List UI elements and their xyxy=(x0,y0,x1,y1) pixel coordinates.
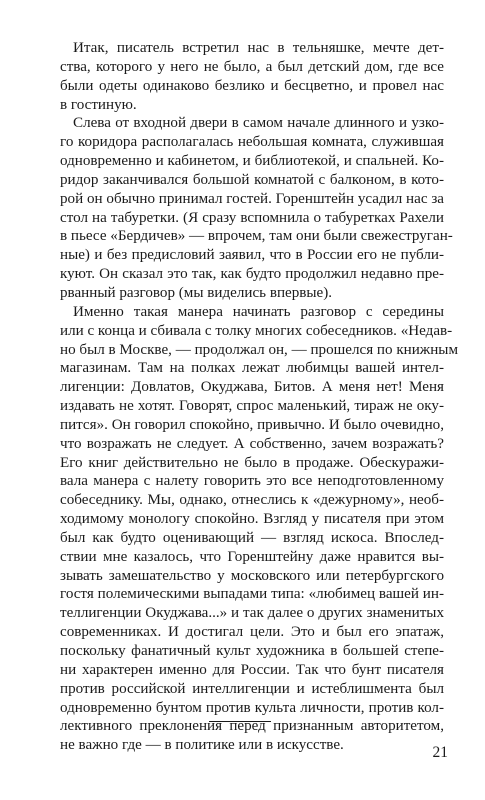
text-line: зывать замешательство у московского или петербургского xyxy=(60,567,444,584)
text-line: лигенции: Довлатов, Окуджава, Битов. А меня нет! Меня xyxy=(60,379,444,396)
paragraph xyxy=(60,114,453,302)
section-divider xyxy=(209,721,271,722)
text-line: Его книг действительно не было в продаже. Обескуражи- xyxy=(60,454,444,471)
text-line: в пьесе «Бердичев» — впрочем, там они были свежеструган- xyxy=(60,228,453,245)
text-line: ходимому монологу спокойно. Взгляд у писателя при этом xyxy=(60,511,444,528)
text-line: не важно где — в политике или в искусстве. xyxy=(60,737,344,754)
text-line: куют. Он сказал это так, как будто продолжил недавно пре- xyxy=(60,266,444,283)
text-line: вала манера с налету говорить это все неподготовленному xyxy=(60,473,444,490)
text-line: против российской интеллигенции и истеблишмента был xyxy=(60,680,444,697)
text-line: Слева от входной двери в самом начале длинного и узко- xyxy=(73,115,444,132)
text-line: собеседнику. Мы, однако, отнеслись к «дежурному», необ- xyxy=(60,492,444,509)
text-line: гостя полемическими выпадами типа: «любимец вашей ин- xyxy=(60,586,444,603)
text-line: ни характерен именно для России. Так что бунт писателя xyxy=(60,661,444,678)
page-number: 21 xyxy=(432,744,448,761)
text-line: Итак, писатель встретил нас в тельняшке, мечте дет- xyxy=(73,40,444,56)
text-line: издавать не хотят. Говорят, спрос маленький, тираж не оку- xyxy=(60,398,444,415)
text-line: современниках. И достигал цели. Это и был его эпатаж, xyxy=(60,624,444,641)
text-line: но был в Москве, — продолжал он, — прошелся по книжным xyxy=(60,341,459,358)
paragraph xyxy=(60,39,444,114)
text-line: го коридора располагалась небольшая комната, служившая xyxy=(60,134,444,151)
text-line: лективного преклонения перед признанным авторитетом, xyxy=(60,718,444,735)
text-line: ствии мне казалось, что Горенштейну даже нравится вы- xyxy=(60,548,444,565)
text-line: магазинам. Там на полках лежат любимцы вашей интел- xyxy=(60,360,444,377)
text-line: что возражать не следует. А собственно, зачем возражать? xyxy=(60,435,444,452)
text-line: пится». Он говорил спокойно, привычно. И было очевидно, xyxy=(60,416,444,433)
text-line: рванный разговор (мы виделись впервые). xyxy=(60,284,333,301)
text-line: одновременно и кабинетом, и библиотекой, и спальней. Ко- xyxy=(60,153,444,170)
text-line: ные) и без предисловий заявил, что в России его не публи- xyxy=(60,247,444,264)
text-line: теллигенции Окуджава...» и так далее о других знаменитых xyxy=(60,605,444,622)
text-line: Именно такая манера начинать разговор с середины xyxy=(73,303,444,320)
text-line: ридор заканчивался большой комнатой с балконом, в кото- xyxy=(60,171,444,188)
text-line: поскольку фанатичный культ художника в большей степе- xyxy=(60,643,444,659)
text-line: ства, которого у него не было, а был детский дом, где все xyxy=(60,58,444,75)
text-line: стол на табуретки. (Я сразу вспомнила о табуретках Рахели xyxy=(60,209,444,226)
text-line: рой он обычно принимал гостей. Горенштейн усадил нас за xyxy=(60,190,444,207)
text-line: были одеты одинаково безлико и бесцветно, и провел нас xyxy=(60,77,444,94)
text-line: в гостиную. xyxy=(60,96,137,113)
text-line: одновременно бунтом против культа личности, против кол- xyxy=(60,699,444,716)
text-line: был как будто оценивающий — взгляд искоса. Впослед- xyxy=(60,529,444,546)
text-line: или с конца и сбивала с толку многих собеседников. «Недав- xyxy=(60,322,453,339)
